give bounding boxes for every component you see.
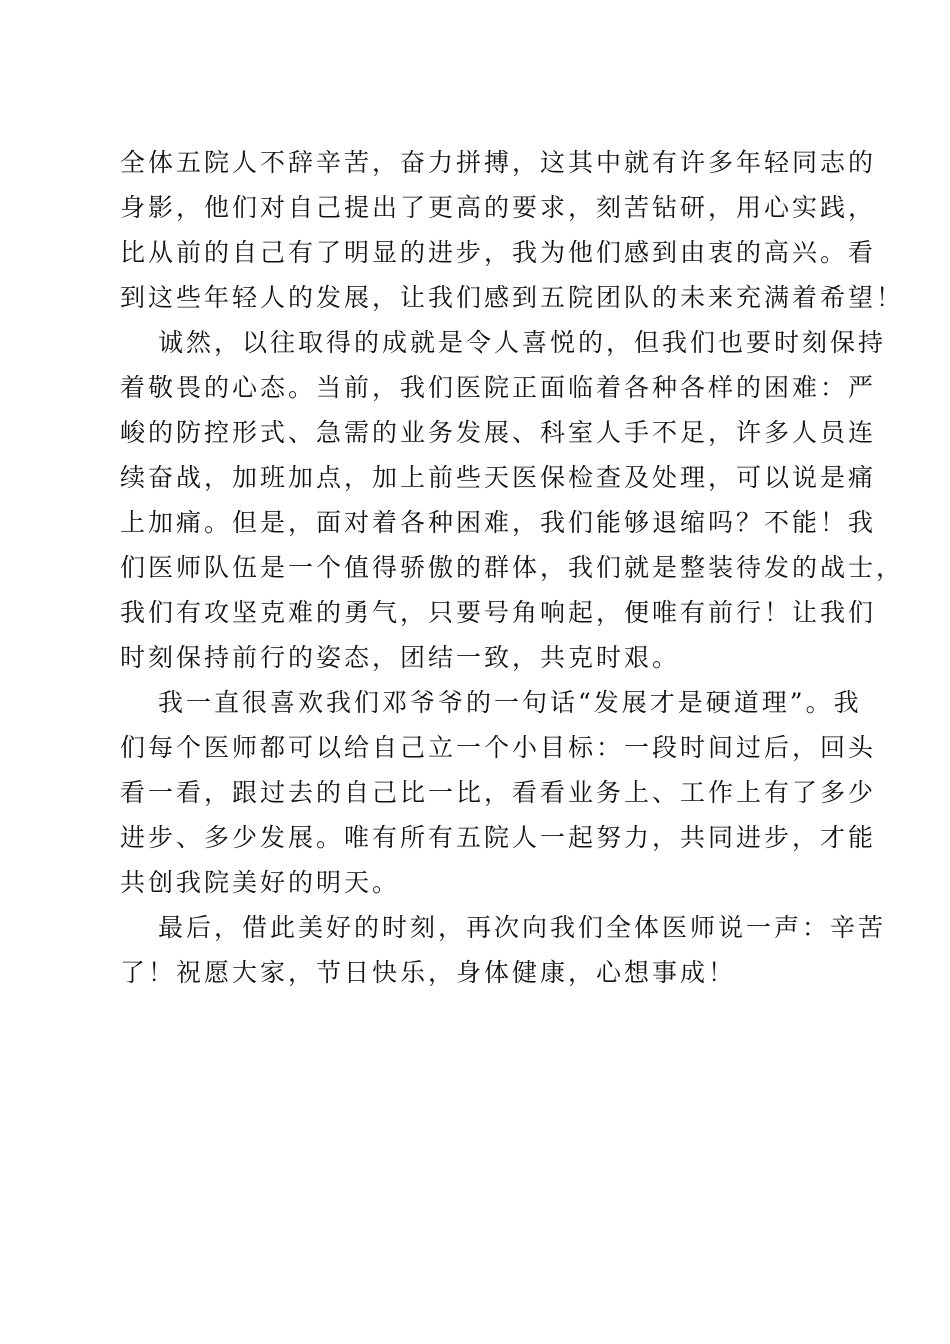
text-line: 峻的防控形式、急需的业务发展、科室人手不足，许多人员连 bbox=[120, 418, 877, 447]
text-line: 全体五院人不辞辛苦，奋力拼搏，这其中就有许多年轻同志的 bbox=[120, 148, 877, 177]
paragraph-development bbox=[120, 680, 877, 905]
text-line: 们医师队伍是一个值得骄傲的群体，我们就是整装待发的战士， bbox=[120, 553, 905, 582]
text-line: 着敬畏的心态。当前，我们医院正面临着各种各样的困难：严 bbox=[120, 373, 877, 402]
text-line: 们每个医师都可以给自己立一个小目标：一段时间过后，回头 bbox=[120, 733, 877, 762]
text-line: 到这些年轻人的发展，让我们感到五院团队的未来充满着希望！ bbox=[120, 283, 905, 312]
text-line: 看一看，跟过去的自己比一比，看看业务上、工作上有了多少 bbox=[120, 778, 877, 807]
text-line-first: 最后，借此美好的时刻，再次向我们全体医师说一声：辛苦 bbox=[158, 913, 887, 942]
text-line: 进步、多少发展。唯有所有五院人一起努力，共同进步，才能 bbox=[120, 823, 877, 852]
text-line: 上加痛。但是，面对着各种困难，我们能够退缩吗？不能！我 bbox=[120, 508, 877, 537]
text-line: 时刻保持前行的姿态，团结一致，共克时艰。 bbox=[120, 643, 681, 672]
text-line: 了！祝愿大家，节日快乐，身体健康，心想事成！ bbox=[120, 958, 737, 987]
paragraph-continuation bbox=[120, 140, 905, 320]
text-line: 续奋战，加班加点，加上前些天医保检查及处理，可以说是痛 bbox=[120, 463, 877, 492]
paragraph-closing bbox=[120, 905, 887, 995]
text-line: 身影，他们对自己提出了更高的要求，刻苦钻研，用心实践， bbox=[120, 193, 877, 222]
text-line-first: 我一直很喜欢我们邓爷爷的一句话“发展才是硬道理”。我 bbox=[158, 688, 862, 717]
text-line: 共创我院美好的明天。 bbox=[120, 868, 401, 897]
paragraph-challenges bbox=[120, 320, 905, 680]
text-line-first: 诚然，以往取得的成就是令人喜悦的，但我们也要时刻保持 bbox=[158, 328, 887, 357]
document-body bbox=[120, 140, 905, 995]
text-line: 我们有攻坚克难的勇气，只要号角响起，便唯有前行！让我们 bbox=[120, 598, 877, 627]
text-line: 比从前的自己有了明显的进步，我为他们感到由衷的高兴。看 bbox=[120, 238, 877, 267]
